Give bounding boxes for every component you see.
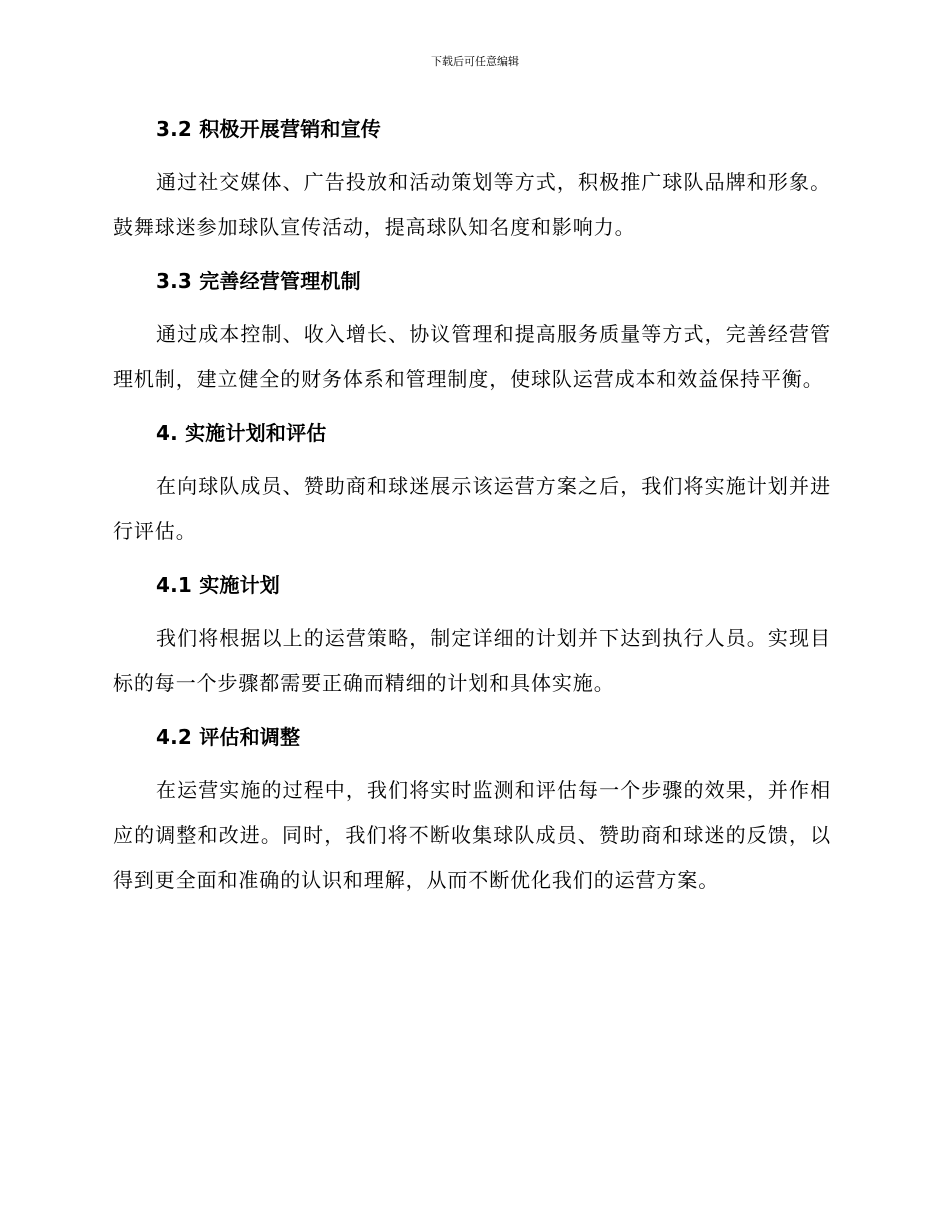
paragraph-implementation-plan: 我们将根据以上的运营策略，制定详细的计划并下达到执行人员。实现目标的每一个步骤都需要正确而精细的计划和具体实施。: [113, 626, 831, 695]
section-heading-3-3: 3.3 完善经营管理机制: [156, 269, 361, 293]
paragraph-implementation-intro: 在向球队成员、赞助商和球迷展示该运营方案之后，我们将实施计划并进行评估。: [113, 474, 831, 543]
section-heading-4: 4. 实施计划和评估: [156, 421, 327, 445]
section-heading-4-2: 4.2 评估和调整: [156, 725, 301, 749]
section-heading-3-2: 3.2 积极开展营销和宣传: [156, 117, 381, 141]
section-heading-4-1: 4.1 实施计划: [156, 573, 280, 597]
page-header: 下载后可任意编辑: [431, 55, 519, 68]
paragraph-marketing: 通过社交媒体、广告投放和活动策划等方式，积极推广球队品牌和形象。鼓舞球迷参加球队宣传活动，提高球队知名度和影响力。: [113, 170, 831, 239]
paragraph-management: 通过成本控制、收入增长、协议管理和提高服务质量等方式，完善经营管理机制，建立健全的财务体系和管理制度，使球队运营成本和效益保持平衡。: [113, 322, 831, 391]
paragraph-evaluation: 在运营实施的过程中，我们将实时监测和评估每一个步骤的效果，并作相应的调整和改进。同时，我们将不断收集球队成员、赞助商和球迷的反馈，以得到更全面和准确的认识和理解，从而不断优化我们的运营方案。: [113, 778, 831, 892]
document-body: [113, 112, 831, 917]
